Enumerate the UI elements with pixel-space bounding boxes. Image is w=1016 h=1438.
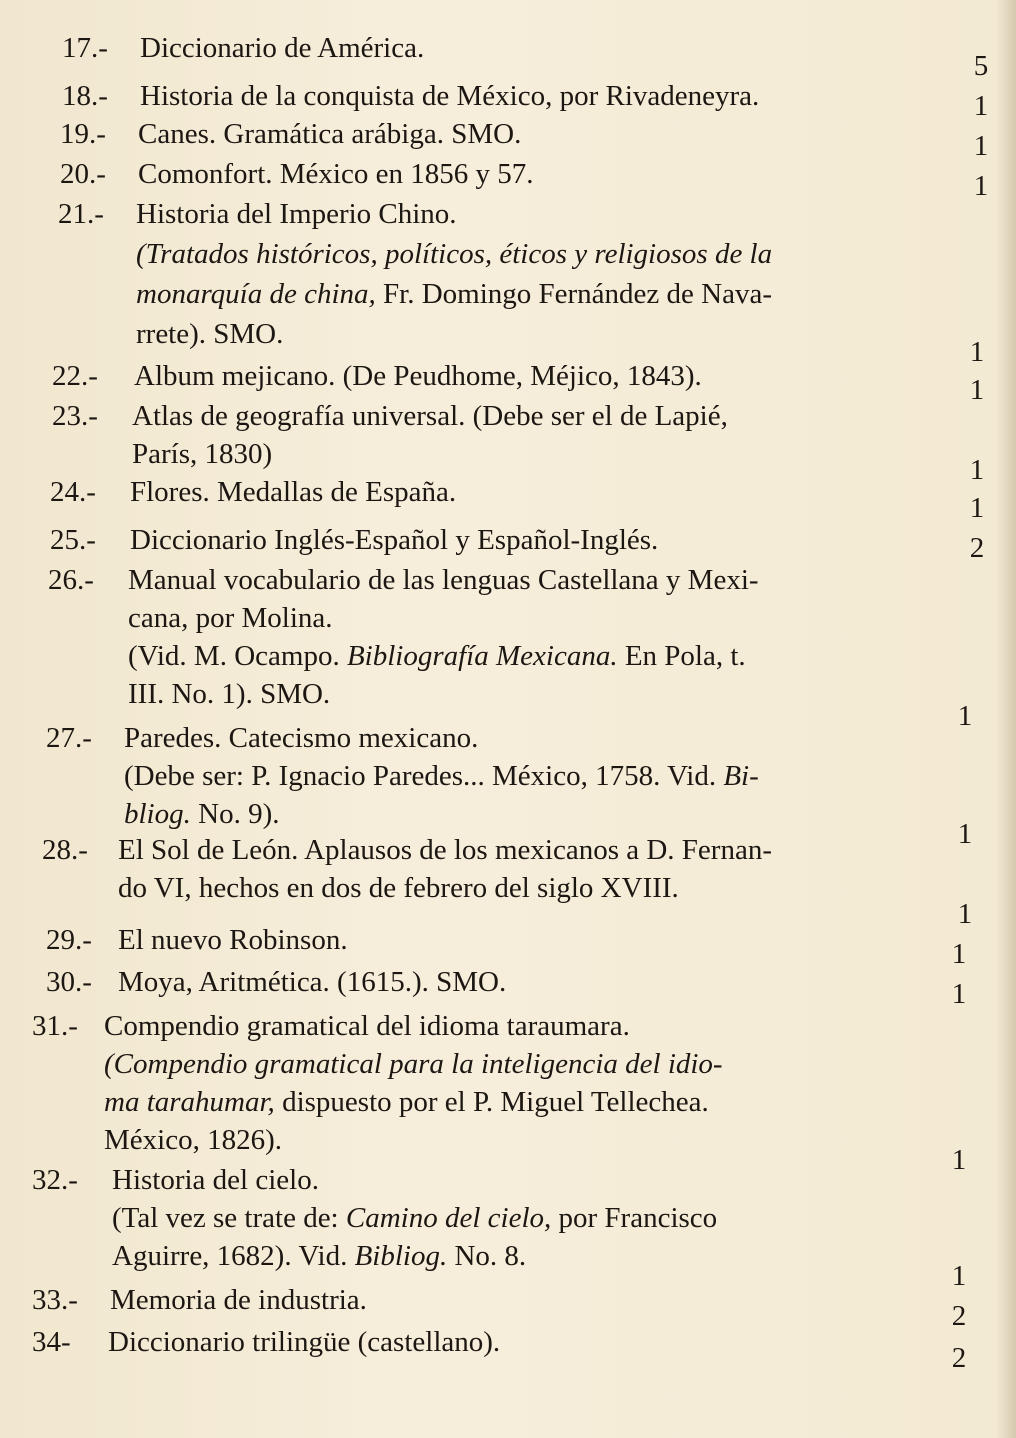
entry-quantity: 1	[951, 978, 967, 1010]
entry-number: 24.-	[50, 476, 96, 508]
entry-text: Diccionario de América.	[140, 32, 425, 64]
entry-text: Historia del cielo.	[112, 1164, 319, 1196]
entry-title-line	[50, 522, 659, 558]
entry-text: París, 1830)	[132, 438, 273, 470]
entry-text: rrete). SMO.	[136, 318, 284, 350]
entry-note-line	[132, 436, 272, 472]
entry-title-line	[60, 116, 522, 152]
italic-title: Bi-	[723, 760, 759, 792]
entry-note-line	[112, 1238, 526, 1274]
entry-note-line	[128, 676, 330, 712]
entry-number: 25.-	[50, 524, 96, 556]
entry-text: III. No. 1). SMO.	[128, 678, 331, 710]
entry-number: 20.-	[60, 158, 106, 190]
entry-title-line	[32, 1324, 501, 1360]
entry-text: No. 9).	[190, 798, 280, 830]
page-edge-shadow	[996, 0, 1016, 1438]
entry-title-line	[32, 1162, 319, 1198]
entry-title-line	[50, 474, 457, 510]
entry-number: 33.-	[32, 1284, 78, 1316]
entry-text: Manual vocabulario de las lenguas Castellana y Mexi-	[128, 564, 759, 596]
entry-quantity: 1	[969, 336, 985, 368]
entry-title-line	[48, 562, 759, 598]
entry-text: Historia del Imperio Chino.	[136, 198, 457, 230]
entry-quantity: 1	[973, 90, 989, 122]
entry-quantity: 1	[951, 1144, 967, 1176]
entry-text: Album mejicano. (De Peudhome, Méjico, 1843).	[134, 360, 702, 392]
italic-title: Bibliografía Mexicana.	[346, 640, 618, 672]
entry-quantity: 2	[969, 532, 985, 564]
entry-number: 18.-	[62, 80, 108, 112]
entry-text: Compendio gramatical del idioma taraumara.	[104, 1010, 630, 1042]
entry-title-line	[52, 358, 702, 394]
italic-title: ma tarahumar,	[104, 1086, 275, 1118]
entry-note-line	[136, 276, 772, 312]
entry-note-line	[124, 796, 279, 832]
entry-text: Aguirre, 1682). Vid.	[112, 1240, 355, 1272]
entry-number: 27.-	[46, 722, 92, 754]
entry-number: 28.-	[42, 834, 88, 866]
entry-note-line	[118, 870, 679, 906]
entry-title-line	[60, 156, 534, 192]
entry-text: El nuevo Robinson.	[118, 924, 348, 956]
entry-quantity: 1	[951, 1260, 967, 1292]
entry-text: Fr. Domingo Fernández de Nava-	[375, 278, 772, 310]
entry-text: Memoria de industria.	[110, 1284, 367, 1316]
entry-number: 32.-	[32, 1164, 78, 1196]
entry-note-line	[104, 1122, 282, 1158]
entry-text: Flores. Medallas de España.	[130, 476, 457, 508]
entry-text: Canes. Gramática arábiga. SMO.	[138, 118, 522, 150]
entry-quantity: 1	[957, 818, 973, 850]
entry-quantity: 1	[969, 492, 985, 524]
entry-text: dispuesto por el P. Miguel Tellechea.	[274, 1086, 709, 1118]
entry-text: cana, por Molina.	[128, 602, 333, 634]
entry-text: México, 1826).	[104, 1124, 282, 1156]
entry-number: 29.-	[46, 924, 92, 956]
entry-number: 19.-	[60, 118, 106, 150]
entry-quantity: 1	[957, 898, 973, 930]
entry-text: No. 8.	[447, 1240, 527, 1272]
entry-title-line	[42, 832, 772, 868]
entry-number: 22.-	[52, 360, 98, 392]
italic-title: bliog.	[124, 798, 191, 830]
entry-note-line	[104, 1046, 723, 1082]
entry-text: En Pola, t.	[617, 640, 746, 672]
entry-title-line	[62, 30, 425, 66]
entry-text: Diccionario trilingüe (castellano).	[108, 1326, 501, 1358]
entry-title-line	[52, 398, 728, 434]
entry-text: (Debe ser: P. Ignacio Paredes... México, 1758. Vid.	[124, 760, 724, 792]
entry-title-line	[46, 964, 507, 1000]
entry-text: Comonfort. México en 1856 y 57.	[138, 158, 534, 190]
entry-quantity: 2	[951, 1342, 967, 1374]
entry-note-line	[136, 236, 772, 272]
entry-text: do VI, hechos en dos de febrero del siglo XVIII.	[118, 872, 679, 904]
entry-text: Atlas de geografía universal. (Debe ser el de Lapié,	[132, 400, 728, 432]
entry-note-line	[128, 638, 746, 674]
italic-title: monarquía de china,	[136, 278, 376, 310]
entry-quantity: 1	[957, 700, 973, 732]
entry-number: 30.-	[46, 966, 92, 998]
italic-title: Camino del cielo,	[345, 1202, 552, 1234]
entry-number: 34-	[32, 1326, 71, 1358]
entry-text: El Sol de León. Aplausos de los mexicanos a D. Fernan-	[118, 834, 772, 866]
entry-title-line	[32, 1282, 367, 1318]
entry-quantity: 2	[951, 1300, 967, 1332]
entry-number: 26.-	[48, 564, 94, 596]
italic-title: (Compendio gramatical para la inteligencia del idio-	[104, 1048, 723, 1080]
entry-text: por Francisco	[551, 1202, 718, 1234]
entry-number: 17.-	[62, 32, 108, 64]
entry-text: (Tal vez se trate de:	[112, 1202, 346, 1234]
entry-quantity: 5	[973, 50, 989, 82]
entry-title-line	[32, 1008, 630, 1044]
entry-quantity: 1	[973, 170, 989, 202]
entry-quantity: 1	[951, 938, 967, 970]
entry-title-line	[62, 78, 760, 114]
entry-number: 31.-	[32, 1010, 78, 1042]
italic-title: (Tratados históricos, políticos, éticos y religiosos de la	[136, 238, 773, 270]
entry-note-line	[112, 1200, 717, 1236]
entry-number: 23.-	[52, 400, 98, 432]
entry-note-line	[124, 758, 759, 794]
entry-text: Paredes. Catecismo mexicano.	[124, 722, 479, 754]
entry-note-line	[104, 1084, 709, 1120]
entry-number: 21.-	[58, 198, 104, 230]
entry-note-line	[136, 316, 283, 352]
entry-text: Diccionario Inglés-Español y Español-Inglés.	[130, 524, 659, 556]
italic-title: Bibliog.	[354, 1240, 448, 1272]
entry-text: Moya, Aritmética. (1615.). SMO.	[118, 966, 507, 998]
entry-text: (Vid. M. Ocampo.	[128, 640, 347, 672]
entry-note-line	[128, 600, 333, 636]
entry-title-line	[46, 720, 479, 756]
entry-quantity: 1	[973, 130, 989, 162]
entry-title-line	[46, 922, 348, 958]
entry-quantity: 1	[969, 374, 985, 406]
entry-title-line	[58, 196, 457, 232]
entry-text: Historia de la conquista de México, por Rivadeneyra.	[140, 80, 760, 112]
entry-quantity: 1	[969, 454, 985, 486]
